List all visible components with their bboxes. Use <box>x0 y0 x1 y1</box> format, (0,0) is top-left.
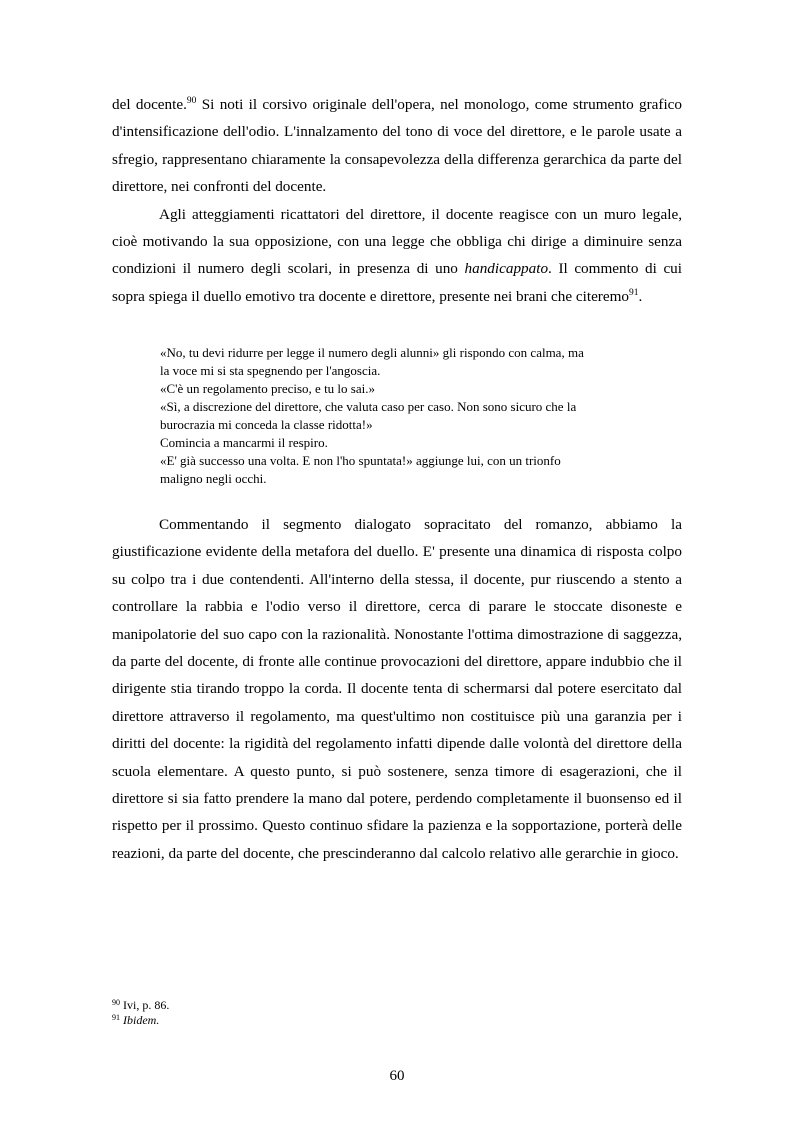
footnote-number: 90 <box>112 998 120 1007</box>
commentary-block <box>112 511 682 867</box>
page-number: 60 <box>389 1068 405 1084</box>
quote-line: «C'è un regolamento preciso, e tu lo sai.» <box>160 381 375 396</box>
main-text-block <box>112 91 682 310</box>
footnote-91 <box>112 1013 682 1028</box>
footnote-ref-90: 90 <box>186 96 197 106</box>
paragraph-1 <box>112 91 682 201</box>
quote-line: la voce mi si sta spegnendo per l'angoscia. <box>160 363 381 378</box>
block-quote <box>160 344 636 488</box>
paragraph-2-text-b: . Il commento di cui sopra spiega il duello emotivo tra docente e direttore, presente nei brani che citeremo <box>112 260 682 305</box>
paragraph-2 <box>112 201 682 311</box>
paragraph-1-text-b: Si noti il corsivo originale dell'opera, nel monologo, come strumento grafico d'intensificazione dell'odio. L'innalzamento del tono di voce del direttore, e le parole usate a sfregio, rappresentano chiaramente la consapevolezza della differenza gerarchica da parte del direttore, nei confronti del docente. <box>112 96 682 196</box>
footnote-text: Ibidem. <box>123 1013 160 1027</box>
paragraph-2-text-a: Agli atteggiamenti ricattatori del direttore, il docente reagisce con un muro legale, cioè motivando la sua opposizione, con una legge che obbliga chi dirige a diminuire senza condizioni il numero degli scolari, in presenza di uno <box>112 205 682 278</box>
paragraph-2-text-c: . <box>638 287 643 305</box>
paragraph-2-italic: handicappato <box>464 260 549 278</box>
quote-line: burocrazia mi conceda la classe ridotta!» <box>160 417 373 432</box>
quote-line: maligno negli occhi. <box>160 471 267 486</box>
paragraph-3: Commentando il segmento dialogato sopracitato del romanzo, abbiamo la giustificazione evidente della metafora del duello. E' presente una dinamica di risposta colpo su colpo tra i due contendenti. All'interno della stessa, il docente, pur riuscendo a stento a controllare la rabbia e l'odio verso il direttore, cerca di parare le stoccate disoneste e manipolatorie del suo capo con la razionalità. Nonostante l'ottima dimostrazione di saggezza, da parte del docente, di fronte alle continue provocazioni del direttore, appare indubbio che il dirigente stia tirando troppo la corda. Il docente tenta di schermarsi dal potere esercitato dal direttore attraverso il regolamento, ma quest'ultimo non costituisce più una garanzia per i diritti del docente: la rigidità del regolamento infatti dipende dalle volontà del direttore della scuola elementare. A questo punto, si può sostenere, senza timore di esagerazioni, che il direttore si sia fatto prendere la mano dal potere, perdendo completamente il buonsenso ed il rispetto per il prossimo. Questo continuo sfidare la pazienza e la sopportazione, porterà delle reazioni, da parte del docente, che prescinderanno dal calcolo relativo alle gerarchie in gioco. <box>112 516 682 862</box>
footnote-ref-91: 91 <box>629 287 639 298</box>
footnote-90 <box>112 998 682 1013</box>
quote-line: «No, tu devi ridurre per legge il numero degli alunni» gli rispondo con calma, ma <box>160 345 584 360</box>
quote-line: «E' già successo una volta. E non l'ho spuntata!» aggiunge lui, con un trionfo <box>160 453 561 468</box>
quote-line: Comincia a mancarmi il respiro. <box>160 435 328 450</box>
footnote-text: Ivi, p. 86. <box>123 998 170 1012</box>
quote-line: «Sì, a discrezione del direttore, che valuta caso per caso. Non sono sicuro che la <box>160 399 577 414</box>
footnote-number: 91 <box>112 1013 120 1022</box>
paragraph-1-text-a: del docente. <box>112 96 187 113</box>
footnotes <box>112 998 682 1028</box>
